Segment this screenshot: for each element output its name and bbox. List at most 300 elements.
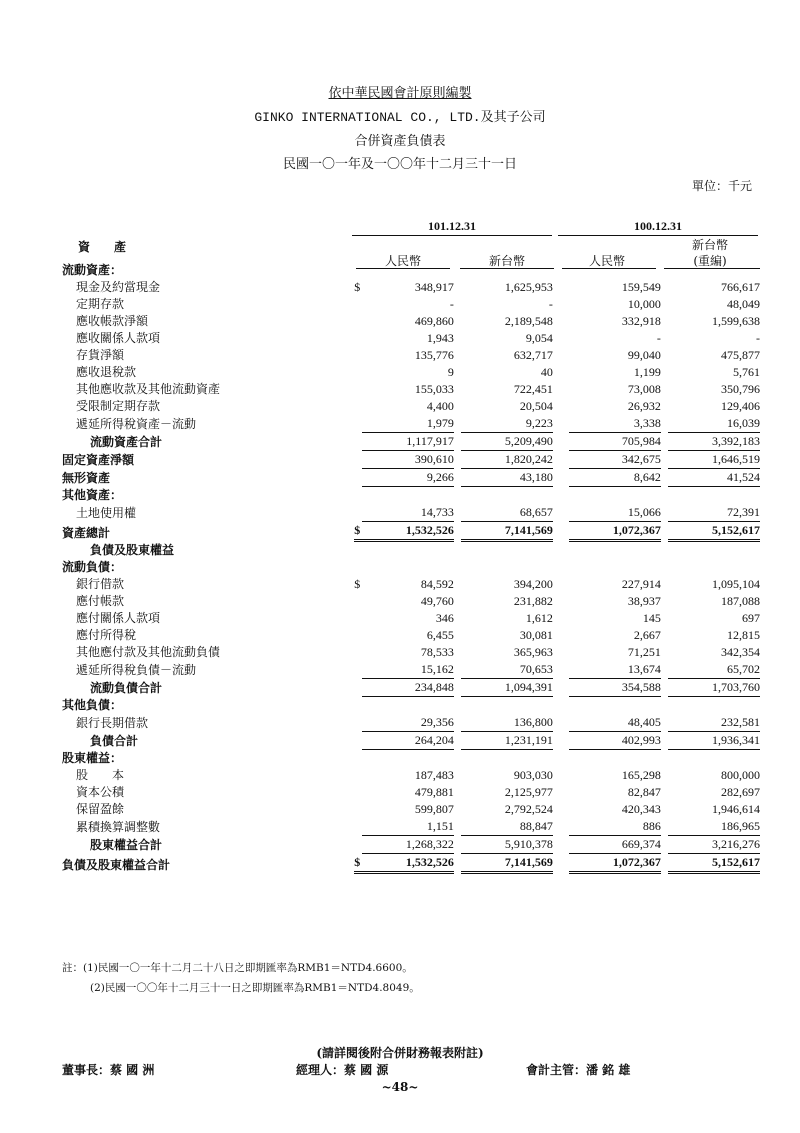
amount-cell: 68,657	[461, 504, 553, 522]
currency-sign	[354, 504, 362, 522]
amount-cell: 186,965	[668, 818, 760, 836]
amount-cell: 48,405	[569, 714, 661, 732]
currency-sign	[562, 415, 569, 433]
amount-cell: 2,125,977	[504, 785, 553, 799]
currency-sign	[661, 767, 668, 784]
currency-sign	[454, 593, 461, 610]
basis-line: 依中華民國會計原則編製	[328, 86, 472, 101]
amount-cell: 234,848	[362, 679, 454, 697]
amount-cell: 766,617	[721, 280, 760, 294]
currency-sign	[661, 854, 668, 874]
currency-sign	[661, 398, 668, 415]
row-label: 負債合計	[90, 734, 139, 748]
currency-sign	[354, 767, 362, 784]
amount-cell: 1,151	[362, 818, 454, 836]
table-row	[62, 644, 760, 661]
amount-cell: 479,881	[414, 785, 454, 799]
row-label: 銀行借款	[76, 577, 125, 591]
table-row	[62, 364, 760, 381]
amount-cell: 1,612	[525, 611, 553, 625]
table-row	[62, 262, 760, 279]
amount-cell: 348,917	[414, 280, 454, 294]
amount-cell	[569, 542, 661, 559]
currency-sign	[661, 559, 668, 576]
currency-sign	[454, 451, 461, 469]
amount-cell: 1,946,614	[712, 802, 760, 816]
amount-cell	[569, 262, 661, 279]
currency-sign	[562, 347, 569, 364]
currency-sign	[454, 732, 461, 750]
table-row	[62, 661, 760, 679]
row-label: 遞延所得稅負債－流動	[76, 663, 197, 677]
row-label: 應收關係人款項	[76, 331, 161, 345]
amount-cell: 5,152,617	[668, 522, 760, 542]
currency-sign	[354, 313, 362, 330]
currency-sign	[562, 262, 569, 279]
currency-sign	[562, 661, 569, 679]
currency-sign	[354, 644, 362, 661]
currency-sign	[562, 610, 569, 627]
currency-sign	[661, 451, 668, 469]
amount-cell	[362, 542, 454, 559]
currency-sign	[661, 469, 668, 487]
currency-sign	[562, 697, 569, 714]
table-row	[62, 398, 760, 415]
amount-cell: 1,646,519	[668, 451, 760, 469]
table-row	[62, 542, 760, 559]
amount-cell: 4,400	[426, 399, 454, 413]
currency-sign	[454, 542, 461, 559]
currency-sign	[454, 522, 461, 542]
amount-cell: 697	[742, 611, 760, 625]
ntd2-restated-heading: (重編)	[693, 254, 727, 268]
currency-sign	[562, 487, 569, 504]
currency-sign	[661, 296, 668, 313]
amount-cell: -	[548, 297, 553, 311]
amount-cell: 187,483	[414, 768, 454, 782]
amount-cell: -	[449, 297, 454, 311]
amount-cell: 5,910,378	[461, 836, 553, 854]
currency-sign	[562, 644, 569, 661]
row-label: 現金及約當現金	[76, 280, 161, 294]
row-label: 應付帳款	[76, 594, 125, 608]
amount-cell	[668, 559, 760, 576]
currency-sign	[454, 697, 461, 714]
currency-sign	[562, 784, 569, 801]
amount-cell: 227,914	[621, 577, 661, 591]
currency-sign	[562, 836, 569, 854]
table-row	[62, 347, 760, 364]
amount-cell	[668, 262, 760, 279]
currency-sign	[454, 347, 461, 364]
manager-signature: 經理人：蔡 國 源	[296, 1063, 389, 1077]
unit-label: 單位：千元	[691, 179, 752, 193]
currency-sign	[454, 381, 461, 398]
amount-cell: 1,943	[426, 331, 454, 345]
table-row	[62, 697, 760, 714]
currency-sign	[661, 330, 668, 347]
amount-cell: 342,354	[721, 645, 760, 659]
currency-sign	[562, 296, 569, 313]
amount-cell: 1,625,953	[504, 280, 553, 294]
currency-sign	[354, 714, 362, 732]
rmb2-heading: 人民幣	[588, 254, 625, 268]
row-label: 流動資產：	[62, 263, 123, 277]
currency-sign	[454, 433, 461, 451]
row-label: 應付所得稅	[76, 628, 137, 642]
currency-sign	[354, 627, 362, 644]
amount-cell: 7,141,569	[461, 854, 553, 874]
amount-cell: 231,882	[513, 594, 553, 608]
amount-cell: 2,667	[633, 628, 661, 642]
currency-sign	[562, 364, 569, 381]
amount-cell: 9,266	[362, 469, 454, 487]
amount-cell: 13,674	[569, 661, 661, 679]
row-label: 保留盈餘	[76, 802, 125, 816]
statement-title: 合併資產負債表	[354, 134, 446, 149]
currency-sign	[454, 559, 461, 576]
amount-cell: 9,054	[525, 331, 553, 345]
currency-sign	[562, 398, 569, 415]
row-label: 土地使用權	[76, 506, 137, 520]
amount-cell: 71,251	[627, 645, 661, 659]
row-label: 無形資產	[62, 471, 111, 485]
table-row	[62, 330, 760, 347]
amount-cell: 155,033	[414, 382, 454, 396]
amount-cell: 1,532,526	[362, 522, 454, 542]
amount-cell	[461, 487, 553, 504]
currency-sign	[562, 576, 569, 593]
amount-cell: 1,936,341	[668, 732, 760, 750]
table-row	[62, 627, 760, 644]
amount-cell	[668, 750, 760, 767]
row-label: 流動資產合計	[90, 435, 163, 449]
currency-sign	[661, 818, 668, 836]
currency-sign	[661, 279, 668, 296]
currency-sign	[661, 784, 668, 801]
amount-cell: 14,733	[362, 504, 454, 522]
currency-sign	[454, 296, 461, 313]
amount-cell: 3,216,276	[668, 836, 760, 854]
currency-sign	[454, 504, 461, 522]
currency-sign	[354, 836, 362, 854]
row-label: 其他應收款及其他流動資產	[76, 382, 221, 396]
currency-sign	[454, 661, 461, 679]
amount-cell: 420,343	[621, 802, 661, 816]
currency-sign	[661, 644, 668, 661]
table-row	[62, 296, 760, 313]
currency-sign	[661, 542, 668, 559]
currency-sign	[661, 487, 668, 504]
amount-cell: 342,675	[569, 451, 661, 469]
amount-cell: 669,374	[569, 836, 661, 854]
amount-cell: 136,800	[461, 714, 553, 732]
currency-sign	[661, 661, 668, 679]
currency-sign	[354, 661, 362, 679]
amount-cell	[362, 262, 454, 279]
amount-cell: 129,406	[721, 399, 760, 413]
row-label: 遞延所得稅資產－流動	[76, 417, 197, 431]
table-row	[62, 593, 760, 610]
currency-sign	[562, 854, 569, 874]
row-label: 流動負債：	[62, 560, 123, 574]
currency-sign	[661, 347, 668, 364]
currency-sign	[354, 784, 362, 801]
row-label: 其他應付款及其他流動負債	[76, 645, 221, 659]
amount-cell: 26,932	[627, 399, 661, 413]
currency-sign	[354, 697, 362, 714]
assets-heading: 資 產	[78, 240, 127, 254]
table-row	[62, 818, 760, 836]
amount-cell: 38,937	[627, 594, 661, 608]
currency-sign	[454, 784, 461, 801]
amount-cell: 800,000	[721, 768, 760, 782]
currency-sign	[661, 364, 668, 381]
amount-cell: 49,760	[420, 594, 454, 608]
amount-cell: 705,984	[569, 433, 661, 451]
table-row	[62, 313, 760, 330]
amount-cell	[569, 750, 661, 767]
period1-rule	[352, 235, 552, 236]
table-row	[62, 679, 760, 697]
rmb1-heading: 人民幣	[384, 254, 421, 268]
currency-sign	[562, 522, 569, 542]
amount-cell: 1,268,322	[362, 836, 454, 854]
amount-cell	[362, 487, 454, 504]
currency-sign	[354, 330, 362, 347]
currency-sign	[661, 801, 668, 818]
currency-sign	[454, 818, 461, 836]
currency-sign	[661, 313, 668, 330]
amount-cell: 9	[447, 365, 454, 379]
table-row	[62, 732, 760, 750]
row-label: 股 本	[76, 768, 125, 782]
row-label: 股東權益：	[62, 751, 123, 765]
amount-cell: 2,792,524	[504, 802, 553, 816]
table-row	[62, 469, 760, 487]
currency-sign	[354, 296, 362, 313]
row-label: 固定資產淨額	[62, 453, 135, 467]
amount-cell: 264,204	[362, 732, 454, 750]
table-row	[62, 559, 760, 576]
amount-cell: 165,298	[621, 768, 661, 782]
amount-cell: 1,117,917	[362, 433, 454, 451]
currency-sign	[562, 542, 569, 559]
amount-cell: 6,455	[426, 628, 454, 642]
currency-sign	[354, 433, 362, 451]
currency-sign	[354, 415, 362, 433]
statement-date: 民國一〇一年及一〇〇年十二月三十一日	[282, 157, 517, 172]
currency-sign	[354, 801, 362, 818]
amount-cell	[461, 542, 553, 559]
currency-sign	[454, 627, 461, 644]
currency-sign	[354, 750, 362, 767]
amount-cell: 9,223	[461, 415, 553, 433]
amount-cell: 722,451	[513, 382, 553, 396]
amount-cell: 354,588	[569, 679, 661, 697]
amount-cell: -	[756, 331, 760, 345]
amount-cell: 1,979	[362, 415, 454, 433]
row-label: 負債及股東權益合計	[62, 858, 171, 872]
ntd2-heading: 新台幣	[691, 238, 728, 252]
amount-cell: 903,030	[513, 768, 553, 782]
currency-sign	[661, 610, 668, 627]
row-label: 其他資產：	[62, 488, 123, 502]
currency-sign	[562, 559, 569, 576]
amount-cell: 84,592	[420, 577, 454, 591]
currency-sign	[354, 469, 362, 487]
amount-cell	[362, 697, 454, 714]
amount-cell	[461, 750, 553, 767]
currency-sign: $	[354, 522, 362, 542]
row-label: 流動負債合計	[90, 681, 163, 695]
currency-sign	[562, 679, 569, 697]
currency-sign: $	[354, 280, 361, 294]
currency-sign	[661, 576, 668, 593]
amount-cell: 88,847	[461, 818, 553, 836]
table-row	[62, 784, 760, 801]
currency-sign	[454, 398, 461, 415]
currency-sign	[562, 593, 569, 610]
currency-sign	[661, 262, 668, 279]
currency-sign	[454, 262, 461, 279]
currency-sign	[354, 593, 362, 610]
amount-cell: 70,653	[461, 661, 553, 679]
amount-cell: 8,642	[569, 469, 661, 487]
currency-sign	[661, 415, 668, 433]
amount-cell: 29,356	[362, 714, 454, 732]
currency-sign	[354, 679, 362, 697]
currency-sign	[562, 433, 569, 451]
row-label: 負債及股東權益	[90, 543, 175, 557]
amount-cell: 332,918	[621, 314, 661, 328]
row-label: 股東權益合計	[90, 838, 163, 852]
amount-cell	[362, 750, 454, 767]
page-number: ~48~	[381, 1080, 419, 1094]
period1-heading: 101.12.31	[428, 219, 476, 233]
amount-cell: 5,761	[733, 365, 760, 379]
amount-cell	[569, 559, 661, 576]
amount-cell: 82,847	[627, 785, 661, 799]
row-label: 銀行長期借款	[76, 716, 149, 730]
currency-sign	[354, 364, 362, 381]
period2-heading: 100.12.31	[634, 219, 682, 233]
table-row	[62, 801, 760, 818]
row-label: 資產總計	[62, 526, 111, 540]
amount-cell: 1,072,367	[569, 854, 661, 874]
amount-cell: 1,094,391	[461, 679, 553, 697]
amount-cell: 1,599,638	[712, 314, 760, 328]
amount-cell: 7,141,569	[461, 522, 553, 542]
row-label: 累積換算調整數	[76, 820, 161, 834]
amount-cell: 16,039	[668, 415, 760, 433]
table-row	[62, 451, 760, 469]
currency-sign	[454, 801, 461, 818]
amount-cell	[668, 697, 760, 714]
currency-sign	[562, 469, 569, 487]
note-1: 註：(1)民國一〇一年十二月二十八日之即期匯率為RMB1＝NTD4.6600。	[62, 962, 413, 974]
amount-cell: 394,200	[513, 577, 553, 591]
currency-sign	[661, 522, 668, 542]
amount-cell: 1,072,367	[569, 522, 661, 542]
currency-sign: $	[354, 854, 362, 874]
currency-sign	[454, 469, 461, 487]
currency-sign: $	[354, 577, 361, 591]
currency-sign	[661, 504, 668, 522]
table-row	[62, 767, 760, 784]
row-label: 定期存款	[76, 297, 125, 311]
amount-cell: 15,162	[362, 661, 454, 679]
amount-cell: 1,532,526	[362, 854, 454, 874]
amount-cell: 402,993	[569, 732, 661, 750]
amount-cell: 3,392,183	[668, 433, 760, 451]
currency-sign	[562, 714, 569, 732]
row-label: 應收退稅款	[76, 365, 137, 379]
currency-sign	[661, 836, 668, 854]
chairman-signature: 董事長：蔡 國 洲	[62, 1063, 155, 1077]
currency-sign	[661, 732, 668, 750]
currency-sign	[354, 487, 362, 504]
currency-sign	[661, 679, 668, 697]
amount-cell: 99,040	[627, 348, 661, 362]
amount-cell: 469,860	[414, 314, 454, 328]
currency-sign	[661, 627, 668, 644]
amount-cell: 20,504	[519, 399, 553, 413]
table-row	[62, 433, 760, 451]
row-label: 應付關係人款項	[76, 611, 161, 625]
currency-sign	[354, 381, 362, 398]
currency-sign	[454, 767, 461, 784]
amount-cell: 12,815	[727, 628, 760, 642]
currency-sign	[454, 644, 461, 661]
currency-sign	[562, 801, 569, 818]
amount-cell: 3,338	[569, 415, 661, 433]
table-row	[62, 576, 760, 593]
currency-sign	[562, 767, 569, 784]
amount-cell: 365,963	[513, 645, 553, 659]
amount-cell: 145	[642, 611, 661, 625]
currency-sign	[354, 398, 362, 415]
amount-cell: 390,610	[362, 451, 454, 469]
row-label: 存貨淨額	[76, 348, 125, 362]
currency-sign	[454, 679, 461, 697]
amount-cell: 1,095,104	[712, 577, 760, 591]
accountant-signature: 會計主管：潘 銘 雄	[526, 1063, 631, 1077]
currency-sign	[661, 714, 668, 732]
amount-cell	[461, 262, 553, 279]
amount-cell: 5,209,490	[461, 433, 553, 451]
amount-cell: 73,008	[627, 382, 661, 396]
amount-cell: 65,702	[668, 661, 760, 679]
amount-cell: 30,081	[519, 628, 553, 642]
currency-sign	[354, 732, 362, 750]
amount-cell	[461, 697, 553, 714]
table-row	[62, 522, 760, 542]
amount-cell: -	[656, 331, 661, 345]
amount-cell: 282,697	[721, 785, 760, 799]
currency-sign	[562, 504, 569, 522]
table-row	[62, 854, 760, 874]
amount-cell: 159,549	[621, 280, 661, 294]
currency-sign	[354, 610, 362, 627]
amount-cell: 15,066	[569, 504, 661, 522]
currency-sign	[562, 279, 569, 296]
amount-cell: 5,152,617	[668, 854, 760, 874]
amount-cell: 43,180	[461, 469, 553, 487]
amount-cell: 78,533	[420, 645, 454, 659]
amount-cell: 72,391	[668, 504, 760, 522]
currency-sign	[454, 415, 461, 433]
